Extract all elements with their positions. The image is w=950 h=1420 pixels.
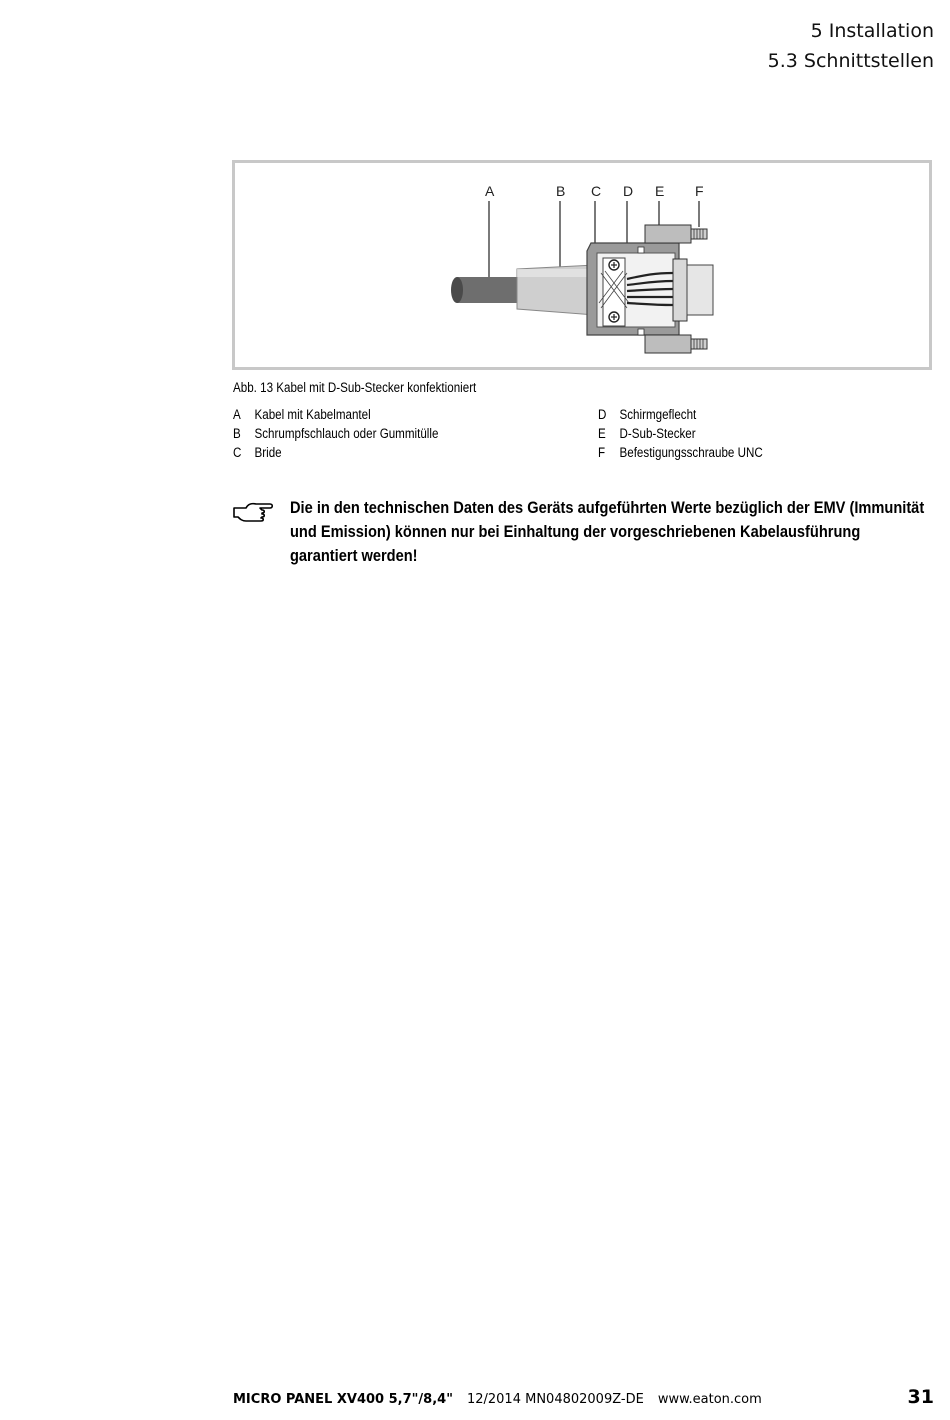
legend-key: F [598, 445, 606, 460]
legend-key: C [233, 445, 242, 460]
chapter-title: 5 Installation [810, 20, 934, 42]
figure-cable-connector [232, 160, 932, 370]
label-b: B [556, 183, 566, 199]
legend-key: A [233, 407, 241, 422]
page-footer [233, 1392, 762, 1407]
legend-text: Schrumpfschlauch oder Gummitülle [254, 426, 439, 441]
label-e: E [655, 183, 665, 199]
label-d: D [623, 183, 634, 199]
figure-legend-right [598, 405, 763, 462]
legend-item [233, 405, 438, 424]
figure-caption: Abb. 13 Kabel mit D-Sub-Stecker konfektioniert [233, 380, 477, 395]
legend-text: Kabel mit Kabelmantel [254, 407, 371, 422]
heat-shrink-sleeve [517, 265, 595, 315]
label-c: C [591, 183, 602, 199]
page-number: 31 [907, 1386, 934, 1408]
cable-diagram [235, 163, 929, 367]
legend-item [598, 405, 763, 424]
pointing-hand-icon [232, 500, 274, 529]
legend-text: Bride [254, 445, 282, 460]
emv-note: Die in den technischen Daten des Geräts aufgeführten Werte bezüglich der EMV (Immunität und Emission) können nur bei Einhaltung der vorgeschriebenen Kabelausführung garantiert werden! [290, 498, 925, 565]
connector-housing [587, 225, 713, 353]
legend-item [233, 424, 438, 443]
figure-legend-left [233, 405, 438, 462]
label-f: F [695, 183, 704, 199]
legend-key: B [233, 426, 241, 441]
legend-key: E [598, 426, 606, 441]
label-a: A [485, 183, 495, 199]
legend-text: Befestigungsschraube UNC [619, 445, 763, 460]
section-title: 5.3 Schnittstellen [767, 50, 934, 72]
page-header [768, 18, 934, 74]
legend-item [233, 443, 438, 462]
footer-doc-id: 12/2014 MN04802009Z-DE [466, 1392, 644, 1407]
legend-item [598, 424, 763, 443]
footer-product: MICRO PANEL XV400 5,7"/8,4" [233, 1392, 453, 1407]
legend-text: D-Sub-Stecker [619, 426, 696, 441]
cable-jacket [451, 277, 527, 303]
legend-text: Schirmgeflecht [619, 407, 697, 422]
legend-key: D [598, 407, 607, 422]
footer-url: www.eaton.com [657, 1392, 762, 1407]
legend-item [598, 443, 763, 462]
